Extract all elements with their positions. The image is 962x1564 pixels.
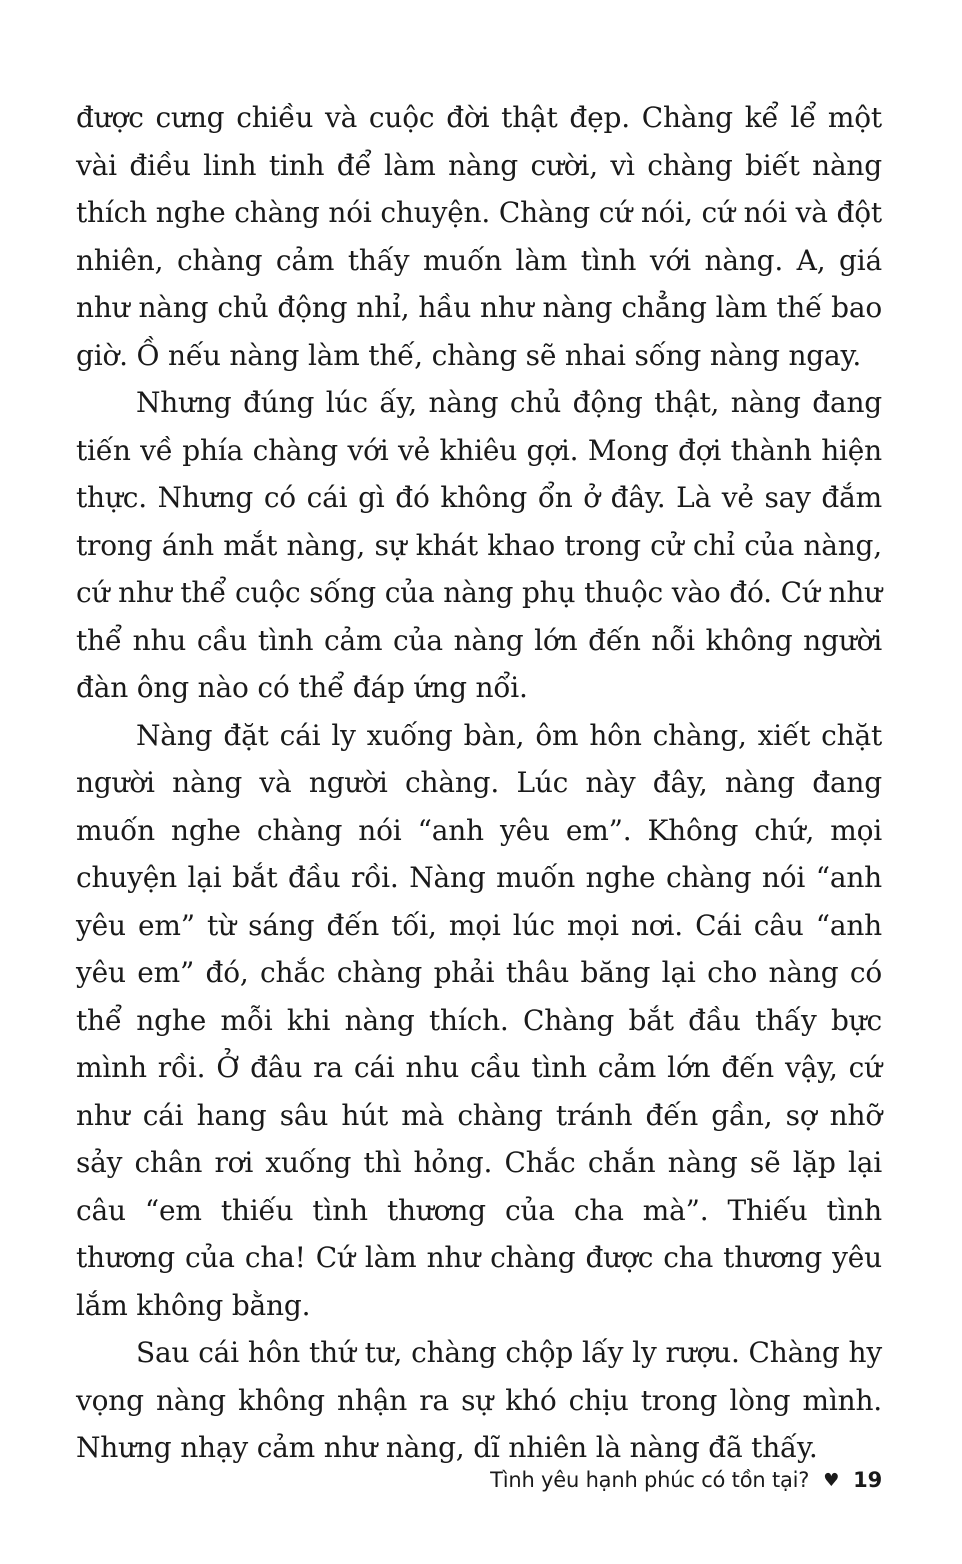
- paragraph-3: Nàng đặt cái ly xuống bàn, ôm hôn chàng, xiết chặt người nàng và người chàng. Lúc này đây, nàng đang muốn nghe chàng nói “anh yêu em”. Không chứ, mọi chuyện lại bắt đầu rồi. Nàng muốn nghe chàng nói “anh yêu em” từ sáng đến tối, mọi lúc mọi nơi. Cái câu “anh yêu em” đó, chắc chàng phải thâu băng lại cho nàng có thể nghe mỗi khi nàng thích. Chàng bắt đầu thấy bực mình rồi. Ở đâu ra cái nhu cầu tình cảm lớn đến vậy, cứ như cái hang sâu hút mà chàng tránh đến gần, sợ nhỡ sảy chân rơi xuống thì hỏng. Chắc chắn nàng sẽ lặp lại câu “em thiếu tình thương của cha mà”. Thiếu tình thương của cha! Cứ làm như chàng được cha thương yêu lắm không bằng.: [76, 718, 882, 1322]
- body-text: [76, 94, 882, 1472]
- running-title: Tình yêu hạnh phúc có tồn tại?: [490, 1468, 810, 1492]
- paragraph-2: Nhưng đúng lúc ấy, nàng chủ động thật, nàng đang tiến về phía chàng với vẻ khiêu gợi. Mong đợi thành hiện thực. Nhưng có cái gì đó không ổn ở đây. Là vẻ say đắm trong ánh mắt nàng, sự khát khao trong cử chỉ của nàng, cứ như thể cuộc sống của nàng phụ thuộc vào đó. Cứ như thể nhu cầu tình cảm của nàng lớn đến nỗi không người đàn ông nào có thể đáp ứng nổi.: [76, 386, 882, 704]
- page-number: 19: [853, 1468, 882, 1492]
- page-footer: [490, 1468, 882, 1492]
- heart-icon: ♥: [823, 1469, 840, 1491]
- paragraph-4: Sau cái hôn thứ tư, chàng chộp lấy ly rượu. Chàng hy vọng nàng không nhận ra sự khó chịu trong lòng mình. Nhưng nhạy cảm như nàng, dĩ nhiên là nàng đã thấy.: [76, 1336, 882, 1464]
- paragraph-1: được cưng chiều và cuộc đời thật đẹp. Chàng kể lể một vài điều linh tinh để làm nàng cười, vì chàng biết nàng thích nghe chàng nói chuyện. Chàng cứ nói, cứ nói và đột nhiên, chàng cảm thấy muốn làm tình với nàng. A, giá như nàng chủ động nhỉ, hầu như nàng chẳng làm thế bao giờ. Ồ nếu nàng làm thế, chàng sẽ nhai sống nàng ngay.: [76, 101, 882, 372]
